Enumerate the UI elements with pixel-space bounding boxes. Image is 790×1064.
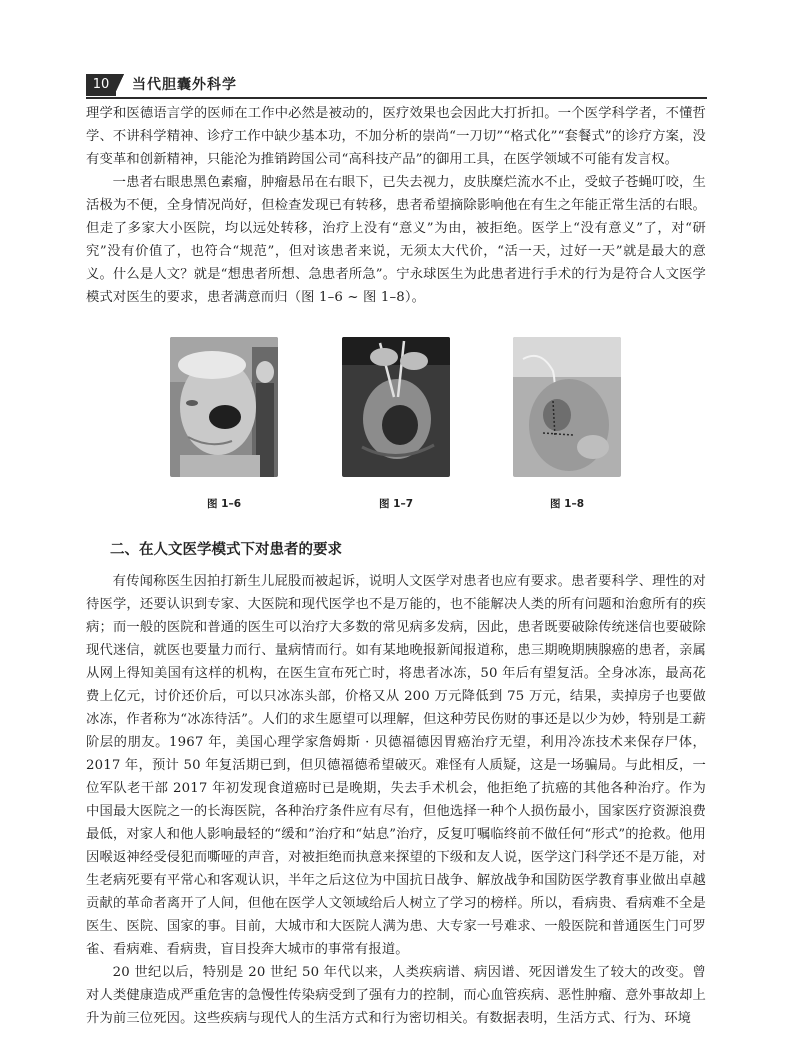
- body-text-top: [86, 102, 706, 309]
- book-title: 当代胆囊外科学: [132, 77, 237, 93]
- header-ornament: [114, 74, 126, 96]
- paragraph: 20 世纪以后，特别是 20 世纪 50 年代以来，人类疾病谱、病因谱、死因谱发生了较大的改变。曾对人类健康造成严重危害的急慢性传染病受到了强有力的控制，而心血管疾病、恶性肿瘤、意外事故却上升为前三位死因。这些疾病与现代人的生活方式和行为密切相关。有数据表明，生活方式、行为、环境: [86, 965, 706, 1026]
- paragraph: 一患者右眼患黑色素瘤，肿瘤悬吊在右眼下，已失去视力，皮肤糜烂流水不止，受蚊子苍蝇叮咬，生活极为不便，全身情况尚好，但检查发现已有转移，患者希望摘除影响他在有生之年能正常生活的右眼。但走了多家大小医院，均以远处转移，治疗上没有“意义”为由，被拒绝。医学上“没有意义”了，对“研究”没有价值了，也符合“规范”，但对该患者来说，无须太大代价，“活一天，过好一天”就是最大的意义。什么是人文？就是“想患者所想、急患者所急”。宁永球医生为此患者进行手术的行为是符合人文医学模式对医生的要求，患者满意而归（图 1–6 ~ 图 1–8）。: [86, 175, 706, 305]
- figure-caption: 图 1–8: [549, 498, 585, 510]
- paragraph: 理学和医德语言学的医师在工作中必然是被动的，医疗效果也会因此大打折扣。一个医学科学者，不懂哲学、不讲科学精神、诊疗工作中缺少基本功，不加分析的崇尚“一刀切”“格式化”“套餐式”的诊疗方案，没有变革和创新精神，只能沦为推销跨国公司“高科技产品”的御用工具，在医学领域不可能有发言权。: [86, 106, 706, 167]
- figure-caption: 图 1–7: [378, 498, 414, 510]
- page-number: 10: [86, 74, 116, 96]
- figure-1-8: [513, 337, 621, 511]
- section-heading: 二、在人文医学模式下对患者的要求: [110, 542, 342, 558]
- figure-image-patient: [170, 337, 278, 477]
- figure-caption: 图 1–6: [206, 498, 242, 510]
- header-rule: [86, 97, 707, 99]
- figure-image-post-op: [513, 337, 621, 477]
- figure-1-6: [170, 337, 278, 511]
- figure-image-surgery: [342, 337, 450, 477]
- figure-1-7: [342, 337, 450, 511]
- paragraph: 有传闻称医生因拍打新生儿屁股而被起诉，说明人文医学对患者也应有要求。患者要科学、理性的对待医学，还要认识到专家、大医院和现代医学也不是万能的，也不能解决人类的所有问题和治愈所有的疾病；而一般的医院和普通的医生可以治疗大多数的常见病多发病，因此，患者既要破除传统迷信也要破除现代迷信，就医也要量力而行、量病情而行。如有某地晚报新闻报道称，患三期晚期胰腺癌的患者，亲属从网上得知美国有这样的机构，在医生宣布死亡时，将患者冰冻，50 年后有望复活。全身冰冻，最高花费上亿元，讨价还价后，可以只冰冻头部，价格又从 200 万元降低到 75 万元，结果，卖掉房子也要做冰冻，作者称为“冰冻待活”。人们的求生愿望可以理解，但这种劳民伤财的事还是以少为妙，特别是工薪阶层的朋友。1967 年，美国心理学家詹姆斯 · 贝德福德因胃癌治疗无望，利用冷冻技术来保存尸体，2017 年，预计 50 年复活期已到，但贝德福德希望破灭。难怪有人质疑，这是一场骗局。与此相反，一位军队老干部 2017 年初发现食道癌时已是晚期，失去手术机会，他拒绝了抗癌的其他各种治疗。作为中国最大医院之一的长海医院，各种治疗条件应有尽有，但他选择一种个人损伤最小，国家医疗资源浪费最低，对家人和他人影响最轻的“缓和”治疗和“姑息”治疗，反复叮嘱临终前不做任何“形式”的抢救。他用因喉返神经受侵犯而嘶哑的声音，对被拒绝而执意来探望的下级和友人说，医学这门科学还不是万能，对生老病死要有平常心和客观认识，半年之后这位为中国抗日战争、解放战争和国防医学教育事业做出卓越贡献的革命者离开了人间，但他在医学人文领域给后人树立了学习的榜样。所以，看病贵、看病难不全是医生、医院、国家的事。目前，大城市和大医院人满为患、大专家一号难求、一般医院和普通医生门可罗雀、看病难、看病贵，盲目投奔大城市的事常有报道。: [86, 574, 706, 957]
- body-text-bottom: [86, 570, 706, 1030]
- running-header: [86, 74, 707, 96]
